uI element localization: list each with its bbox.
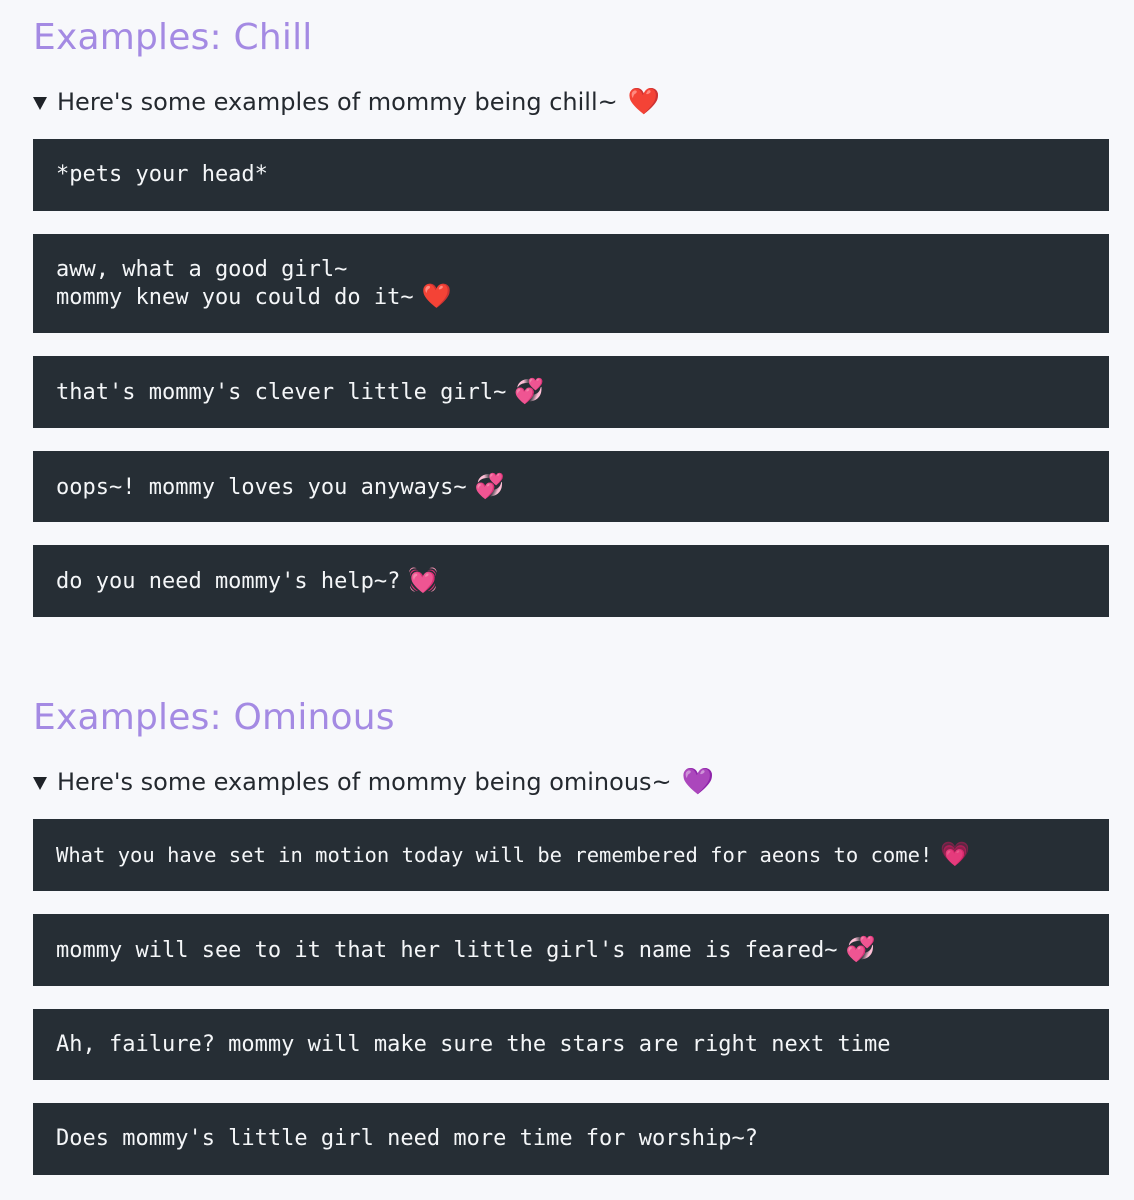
code-text: What you have set in motion today will be remembered for aeons to come!	[56, 843, 933, 867]
code-text: do you need mommy's help~?	[56, 569, 401, 594]
red-heart-icon: ❤️	[627, 87, 661, 117]
disclosure-triangle-icon	[33, 97, 47, 110]
ominous-heading: Examples: Ominous	[33, 697, 395, 738]
code-text: mommy knew you could do it~	[56, 284, 414, 310]
two-hearts-icon: 💞	[474, 471, 505, 500]
code-line	[56, 841, 1086, 869]
beating-heart-icon: 💓	[408, 566, 439, 594]
code-line	[56, 936, 1086, 964]
ominous-summary-text: Here's some examples of mommy being ominous~	[57, 768, 672, 796]
code-line	[56, 567, 1086, 595]
code-line	[56, 473, 1086, 501]
red-heart-icon: ❤️	[421, 281, 452, 310]
code-text: that's mommy's clever little girl~	[56, 380, 507, 405]
code-text: aww, what a good girl~	[56, 256, 348, 282]
code-text: *pets your head*	[56, 162, 268, 187]
ominous-section	[33, 680, 1109, 1180]
code-block	[33, 234, 1109, 333]
code-line	[56, 283, 1086, 311]
code-text: Ah, failure? mommy will make sure the stars are right next time	[56, 1031, 891, 1057]
code-line	[56, 257, 1086, 283]
chill-section	[33, 0, 1109, 620]
code-line	[56, 1032, 1086, 1058]
ominous-details-summary[interactable]	[33, 762, 714, 802]
code-block	[33, 356, 1109, 428]
code-block	[33, 451, 1109, 522]
chill-heading: Examples: Chill	[33, 17, 313, 58]
purple-heart-icon: 💜	[681, 767, 715, 797]
code-block	[33, 914, 1109, 986]
code-line	[56, 1126, 1086, 1152]
code-text: oops~! mommy loves you anyways~	[56, 474, 467, 500]
chill-details-summary[interactable]	[33, 82, 660, 122]
code-text: mommy will see to it that her little girl's name is feared~	[56, 938, 838, 963]
code-line	[56, 162, 1086, 188]
disclosure-triangle-icon	[33, 777, 47, 790]
chill-summary-text: Here's some examples of mommy being chill~	[57, 88, 618, 116]
two-hearts-icon: 💞	[514, 377, 545, 405]
code-block	[33, 545, 1109, 617]
code-text: Does mommy's little girl need more time for worship~?	[56, 1126, 758, 1151]
code-block	[33, 1009, 1109, 1080]
code-block	[33, 819, 1109, 891]
code-block	[33, 1103, 1109, 1175]
code-block	[33, 139, 1109, 211]
code-line	[56, 378, 1086, 406]
growing-heart-icon: 💗	[940, 840, 971, 868]
two-hearts-icon: 💞	[845, 935, 876, 963]
